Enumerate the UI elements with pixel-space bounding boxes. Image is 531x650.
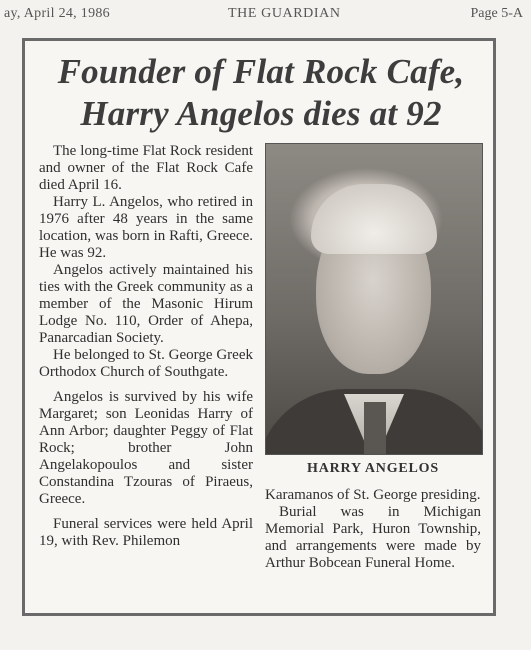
article-paragraph: Karamanos of St. George presiding. <box>265 487 481 503</box>
article-clipping <box>22 38 496 616</box>
article-paragraph: Angelos actively maintained his ties with the Greek community as a member of the Masonic Hirum Lodge No. 110, Order of Ahepa, Panarcadian Society. <box>39 262 253 346</box>
article-left-column <box>39 143 253 550</box>
photo-hair <box>311 184 437 254</box>
article-right-column <box>265 487 481 572</box>
article-headline <box>33 51 489 135</box>
headline-line-2: Harry Angelos dies at 92 <box>80 94 442 133</box>
masthead-date: ay, April 24, 1986 <box>4 6 110 21</box>
article-paragraph: Burial was in Michigan Memorial Park, Huron Township, and arrangements were made by Arthur Bobcean Funeral Home. <box>265 504 481 571</box>
article-paragraph: He belonged to St. George Greek Orthodox Church of Southgate. <box>39 347 253 380</box>
article-paragraph: Harry L. Angelos, who retired in 1976 after 48 years in the same location, was born in Rafti, Greece. He was 92. <box>39 194 253 261</box>
photo-caption: HARRY ANGELOS <box>307 461 439 476</box>
portrait-photo <box>265 143 483 455</box>
article-paragraph: The long-time Flat Rock resident and owner of the Flat Rock Cafe died April 16. <box>39 143 253 193</box>
headline-line-1: Founder of Flat Rock Cafe, <box>57 52 465 91</box>
article-paragraph: Funeral services were held April 19, with Rev. Philemon <box>39 516 253 549</box>
newspaper-masthead <box>0 6 531 28</box>
masthead-page-number: Page 5-A <box>470 6 523 21</box>
article-paragraph: Angelos is survived by his wife Margaret; son Leonidas Harry of Ann Arbor; daughter Peggy of Flat Rock; brother John Angelakopoulos and sister Constandina Tzouras of Piraeus, Greece. <box>39 389 253 507</box>
masthead-paper-name: THE GUARDIAN <box>228 6 341 21</box>
photo-tie <box>364 402 386 455</box>
